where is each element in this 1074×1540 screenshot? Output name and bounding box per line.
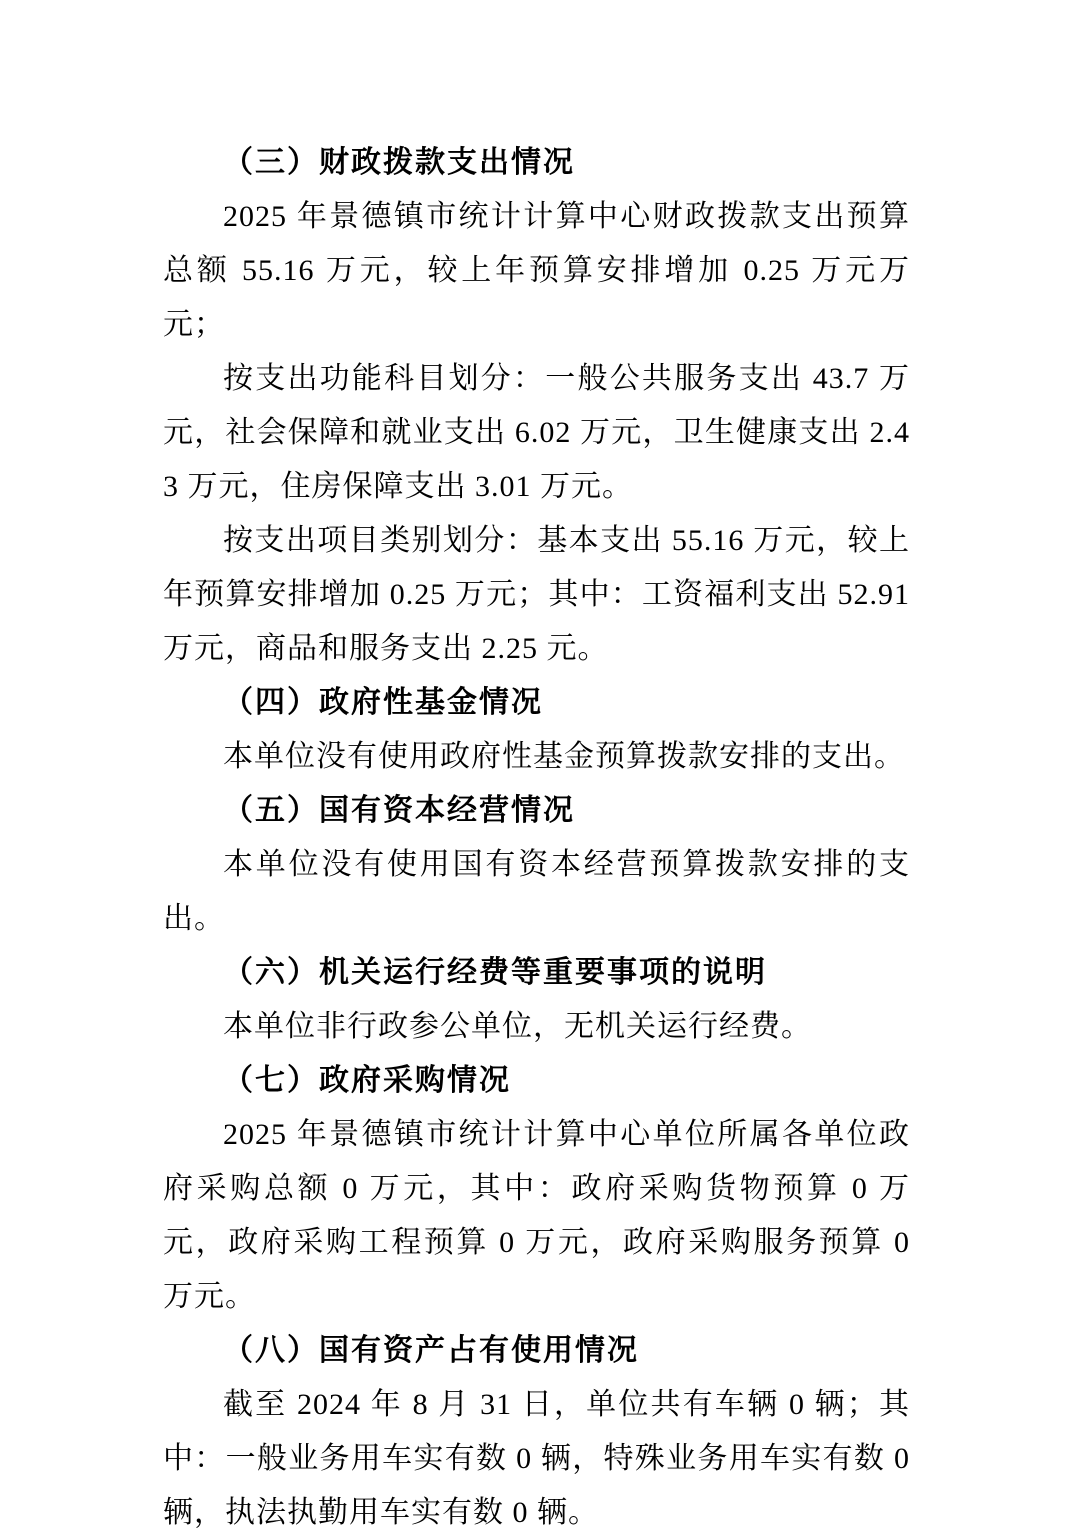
paragraph: 按支出功能科目划分：一般公共服务支出 43.7 万元，社会保障和就业支出 6.02 万元，卫生健康支出 2.43 万元，住房保障支出 3.01 万元。: [163, 362, 910, 503]
paragraph: 本单位没有使用政府性基金预算拨款安排的支出。: [223, 740, 905, 773]
section-heading: （四）政府性基金情况: [223, 686, 543, 719]
paragraph: 截至 2024 年 8 月 31 日，单位共有车辆 0 辆；其中：一般业务用车实有数 0 辆，特殊业务用车实有数 0 辆，执法执勤用车实有数 0 辆。: [163, 1388, 910, 1529]
section-heading: （三）财政拨款支出情况: [223, 146, 575, 179]
paragraph: 2025 年景德镇市统计计算中心财政拨款支出预算总额 55.16 万元，较上年预算安排增加 0.25 万元万元；: [163, 200, 910, 341]
section-heading: （五）国有资本经营情况: [223, 794, 575, 827]
section-heading: （六）机关运行经费等重要事项的说明: [223, 956, 767, 989]
section-heading: （七）政府采购情况: [223, 1064, 511, 1097]
paragraph: 2025 年景德镇市统计计算中心单位所属各单位政府采购总额 0 万元，其中：政府采购货物预算 0 万元，政府采购工程预算 0 万元，政府采购服务预算 0 万元。: [163, 1118, 910, 1313]
section-heading: （八）国有资产占有使用情况: [223, 1334, 639, 1367]
paragraph: 本单位非行政参公单位，无机关运行经费。: [223, 1010, 812, 1043]
document-body: [163, 136, 910, 1540]
paragraph: 按支出项目类别划分：基本支出 55.16 万元，较上年预算安排增加 0.25 万元；其中：工资福利支出 52.91 万元，商品和服务支出 2.25 元。: [163, 524, 910, 665]
paragraph: 本单位没有使用国有资本经营预算拨款安排的支出。: [163, 848, 910, 935]
